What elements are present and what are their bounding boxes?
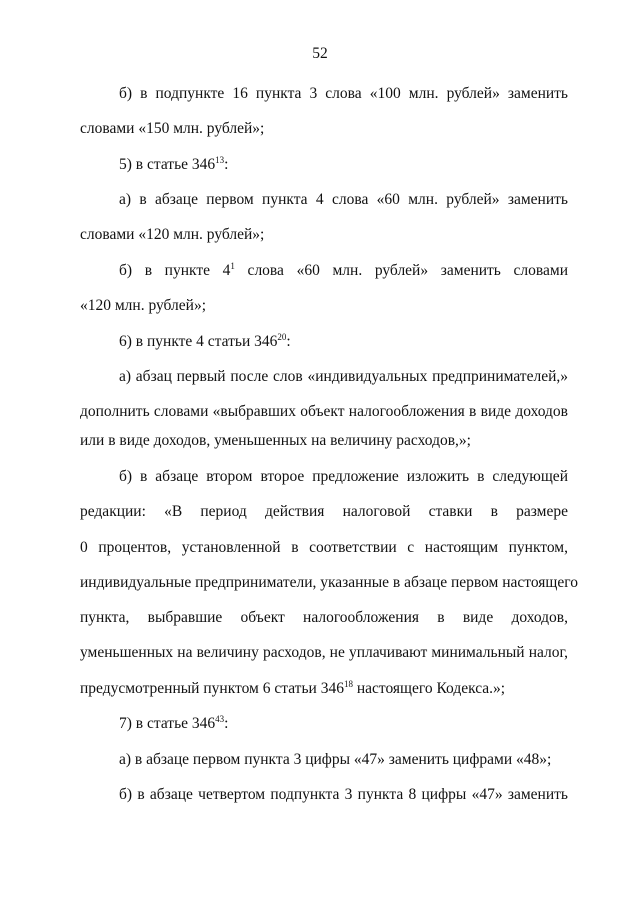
text-line: или в виде доходов, уменьшенных на величину расходов,»;: [80, 432, 471, 449]
line-text: б) в пункте 4: [119, 262, 231, 279]
text-line: индивидуальные предприниматели, указанные в абзаце первом настоящего: [80, 574, 578, 591]
superscript: 1: [230, 261, 235, 271]
text-line: а) в абзаце первом пункта 4 слова «60 млн. рублей» заменить: [119, 191, 568, 208]
text-line: [80, 679, 568, 699]
text-line: б) в абзаце втором второе предложение изложить в следующей: [119, 468, 568, 485]
line-text: предусмотренный пунктом 6 статьи 346: [80, 680, 344, 697]
line-text: :: [286, 333, 291, 350]
page-number: 52: [312, 45, 328, 62]
line-text: настоящего Кодекса.»;: [352, 680, 506, 697]
superscript: 18: [343, 679, 353, 689]
text-line: редакции: «В период действия налоговой ставки в размере: [80, 503, 568, 520]
text-line: дополнить словами «выбравших объект налогообложения в виде доходов: [80, 403, 568, 420]
text-line: 0 процентов, установленной в соответствии с настоящим пунктом,: [80, 539, 568, 556]
text-line: пункта, выбравшие объект налогообложения в виде доходов,: [80, 609, 568, 626]
text-line: уменьшенных на величину расходов, не уплачивают минимальный налог,: [80, 644, 568, 661]
superscript: 43: [215, 714, 225, 724]
text-line: [119, 714, 568, 734]
text-line: словами «150 млн. рублей»;: [80, 120, 265, 137]
text-line: а) в абзаце первом пункта 3 цифры «47» заменить цифрами «48»;: [119, 751, 552, 768]
text-line: словами «120 млн. рублей»;: [80, 226, 265, 243]
superscript: 13: [215, 155, 225, 165]
line-text: 5) в статье 346: [119, 156, 216, 173]
line-text: 7) в статье 346: [119, 715, 216, 732]
text-line: [119, 261, 568, 281]
text-line: [119, 332, 568, 352]
text-line: [119, 155, 568, 175]
superscript: 20: [277, 332, 287, 342]
text-line: б) в подпункте 16 пункта 3 слова «100 млн. рублей» заменить: [119, 85, 568, 102]
line-text: 6) в пункте 4 статьи 346: [119, 333, 278, 350]
text-line: а) абзац первый после слов «индивидуальных предпринимателей,»: [119, 368, 568, 385]
text-line: б) в абзаце четвертом подпункта 3 пункта 8 цифры «47» заменить: [119, 786, 568, 803]
line-text: слова «60 млн. рублей» заменить словами: [234, 262, 568, 279]
line-text: :: [224, 715, 229, 732]
text-line: «120 млн. рублей»;: [80, 297, 207, 314]
line-text: :: [224, 156, 229, 173]
